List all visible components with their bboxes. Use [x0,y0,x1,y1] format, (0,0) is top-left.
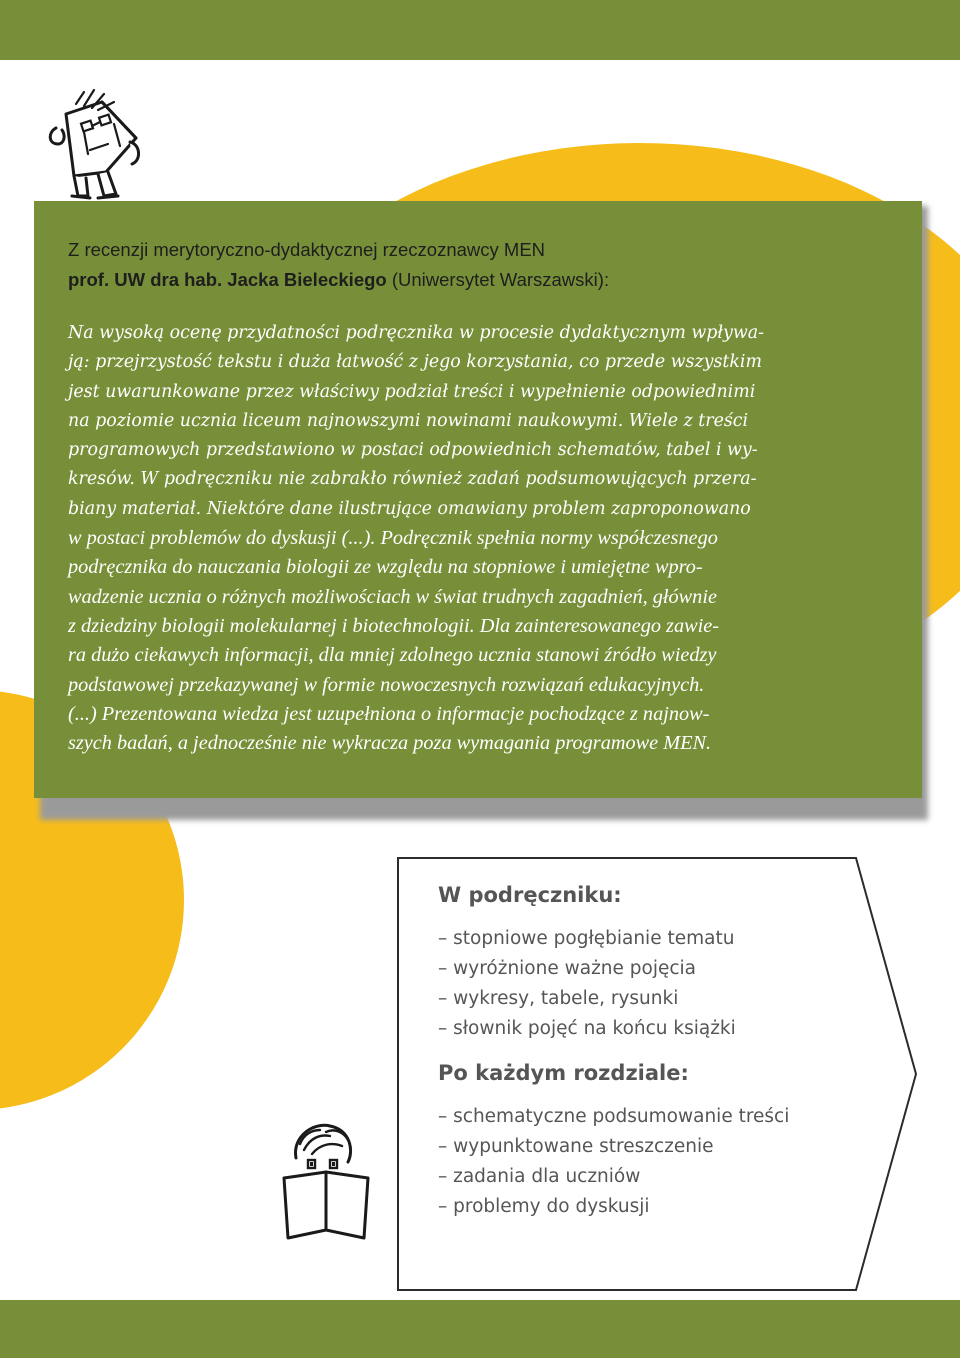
quote-line: wadzenie ucznia o różnych możliwościach w świat trudnych zagadnień, głównie [68,585,717,608]
review-box [34,201,922,798]
textbook-features [438,924,868,1044]
review-quote [68,319,888,758]
author-affiliation: (Uniwersytet Warszawski): [386,269,610,290]
bottom-green-band [0,1300,960,1358]
section-title-textbook: W podręczniku: [438,883,622,907]
chapter-features [438,1102,868,1222]
quote-line: Na wysoką ocenę przydatności podręcznika w procesie dydaktycznym wpływa- [68,323,764,343]
quote-line: podstawowej przekazywanej w formie nowoczesnych rozwiązań edukacyjnych. [68,673,705,696]
review-intro: Z recenzji merytoryczno-dydaktycznej rzeczoznawcy MEN [68,239,546,260]
quote-line: kresów. W podręczniku nie zabrakło również zadań podsumowujących przera- [68,469,757,490]
features-list [438,880,868,1236]
list-item: – wyróżnione ważne pojęcia [438,958,697,979]
list-item: – wypunktowane streszczenie [438,1136,714,1157]
quote-line: biany materiał. Niektóre dane ilustrujące omawiany problem zaproponowano [68,498,751,519]
list-item: – schematyczne podsumowanie treści [438,1106,790,1127]
author-name: prof. UW dra hab. Jacka Bieleckiego [68,269,387,290]
quote-line: jest uwarunkowane przez właściwy podział treści i wypełnienie odpowiednimi [68,381,756,402]
list-item: – problemy do dyskusji [438,1196,650,1217]
quote-line: w postaci problemów do dyskusji (...). Podręcznik spełnia normy współczesnego [68,527,718,550]
list-item: – wykresy, tabele, rysunki [438,988,679,1009]
quote-line: z dziedziny biologii molekularnej i biotechnologii. Dla zainteresowanego zawie- [68,614,720,637]
quote-line: ją: przejrzystość tekstu i duża łatwość z jego korzystania, co przede wszystkim [68,352,762,373]
reading-character-icon [270,1116,382,1246]
section-title-chapter: Po każdym rozdziale: [438,1061,689,1085]
quote-line: podręcznika do nauczania biologii ze względu na stopniowe i umiejętne wpro- [68,556,703,579]
quote-line: programowych przedstawiono w postaci odpowiednich schematów, tabel i wy- [68,440,758,461]
list-item: – słownik pojęć na końcu książki [438,1018,736,1039]
book-character-icon [44,84,148,212]
quote-line: ra dużo ciekawych informacji, dla mniej zdolnego ucznia stanowi źródło wiedzy [68,644,717,667]
list-item: – stopniowe pogłębianie tematu [438,928,735,949]
review-author [68,265,888,295]
top-green-band [0,0,960,60]
quote-line: (...) Prezentowana wiedza jest uzupełniona o informacje pochodzące z najnow- [68,702,710,725]
quote-line: na poziomie ucznia liceum najnowszymi nowinami naukowymi. Wiele z treści [68,410,749,431]
list-item: – zadania dla uczniów [438,1166,641,1187]
quote-line: szych badań, a jednocześnie nie wykracza poza wymagania programowe MEN. [68,732,712,755]
